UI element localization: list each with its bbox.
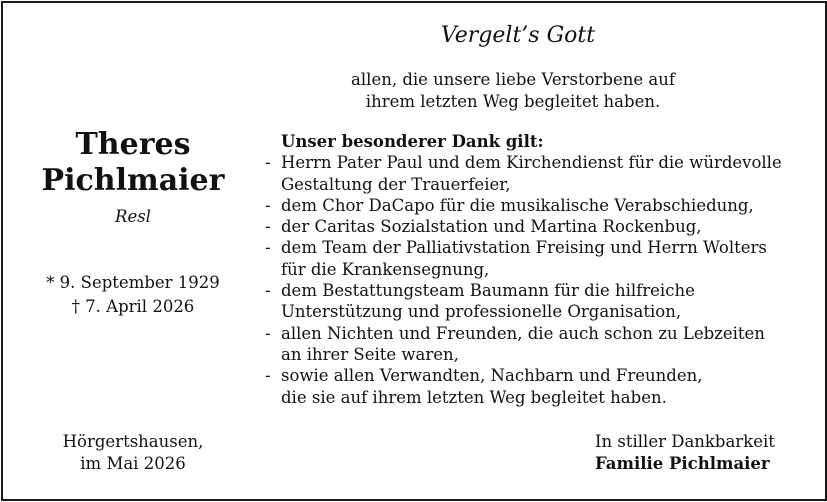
dash-marker: -	[265, 238, 271, 258]
list-item-text: dem Team der Palliativstation Freising und Herrn Wolters für die Krankensegnung,	[281, 238, 767, 279]
thanks-section	[265, 131, 782, 408]
place-date	[33, 431, 233, 475]
intro-line: allen, die unsere liebe Verstorbene auf	[351, 70, 675, 89]
death-date: † 7. April 2026	[71, 297, 195, 316]
intro-text	[263, 69, 763, 113]
deceased-name	[33, 127, 233, 199]
dash-marker: -	[265, 217, 271, 237]
first-name: Theres	[75, 127, 191, 162]
signature	[595, 431, 775, 475]
list-item	[265, 195, 782, 216]
place: Hörgertshausen,	[62, 432, 204, 451]
closing-text: In stiller Dankbarkeit	[595, 432, 775, 451]
date: im Mai 2026	[80, 454, 186, 473]
list-item-text: allen Nichten und Freunden, die auch schon zu Lebzeiten an ihrer Seite waren,	[281, 323, 765, 364]
dash-marker: -	[265, 195, 271, 215]
list-item-text: Herrn Pater Paul und dem Kirchendienst für die würdevolle Gestaltung der Trauerfeier,	[281, 153, 782, 194]
card-title: Vergelt’s Gott	[440, 23, 596, 48]
family-name: Familie Pichlmaier	[595, 454, 770, 473]
thanks-heading: Unser besonderer Dank gilt:	[281, 132, 544, 151]
list-item	[265, 280, 782, 323]
dash-marker: -	[265, 323, 271, 343]
list-item-text: dem Chor DaCapo für die musikalische Verabschiedung,	[281, 195, 754, 215]
birth-date: * 9. September 1929	[46, 273, 220, 292]
list-item-text: sowie allen Verwandten, Nachbarn und Freunden, die sie auf ihrem letzten Weg begleitet haben.	[281, 366, 703, 407]
list-item-text: der Caritas Sozialstation und Martina Rockenbug,	[281, 217, 702, 237]
dash-marker: -	[265, 153, 271, 173]
thanks-list	[265, 152, 782, 408]
list-item	[265, 152, 782, 195]
list-item	[265, 323, 782, 366]
list-item	[265, 237, 782, 280]
last-name: Pichlmaier	[41, 163, 225, 198]
dash-marker: -	[265, 281, 271, 301]
list-item	[265, 216, 782, 237]
obituary-card	[1, 1, 827, 501]
list-item	[265, 365, 782, 408]
list-item-text: dem Bestattungsteam Baumann für die hilfreiche Unterstützung und professionelle Organisation,	[281, 281, 695, 322]
nickname: Resl	[115, 207, 151, 226]
life-dates	[33, 271, 233, 319]
dash-marker: -	[265, 366, 271, 386]
intro-line: ihrem letzten Weg begleitet haben.	[365, 92, 661, 111]
